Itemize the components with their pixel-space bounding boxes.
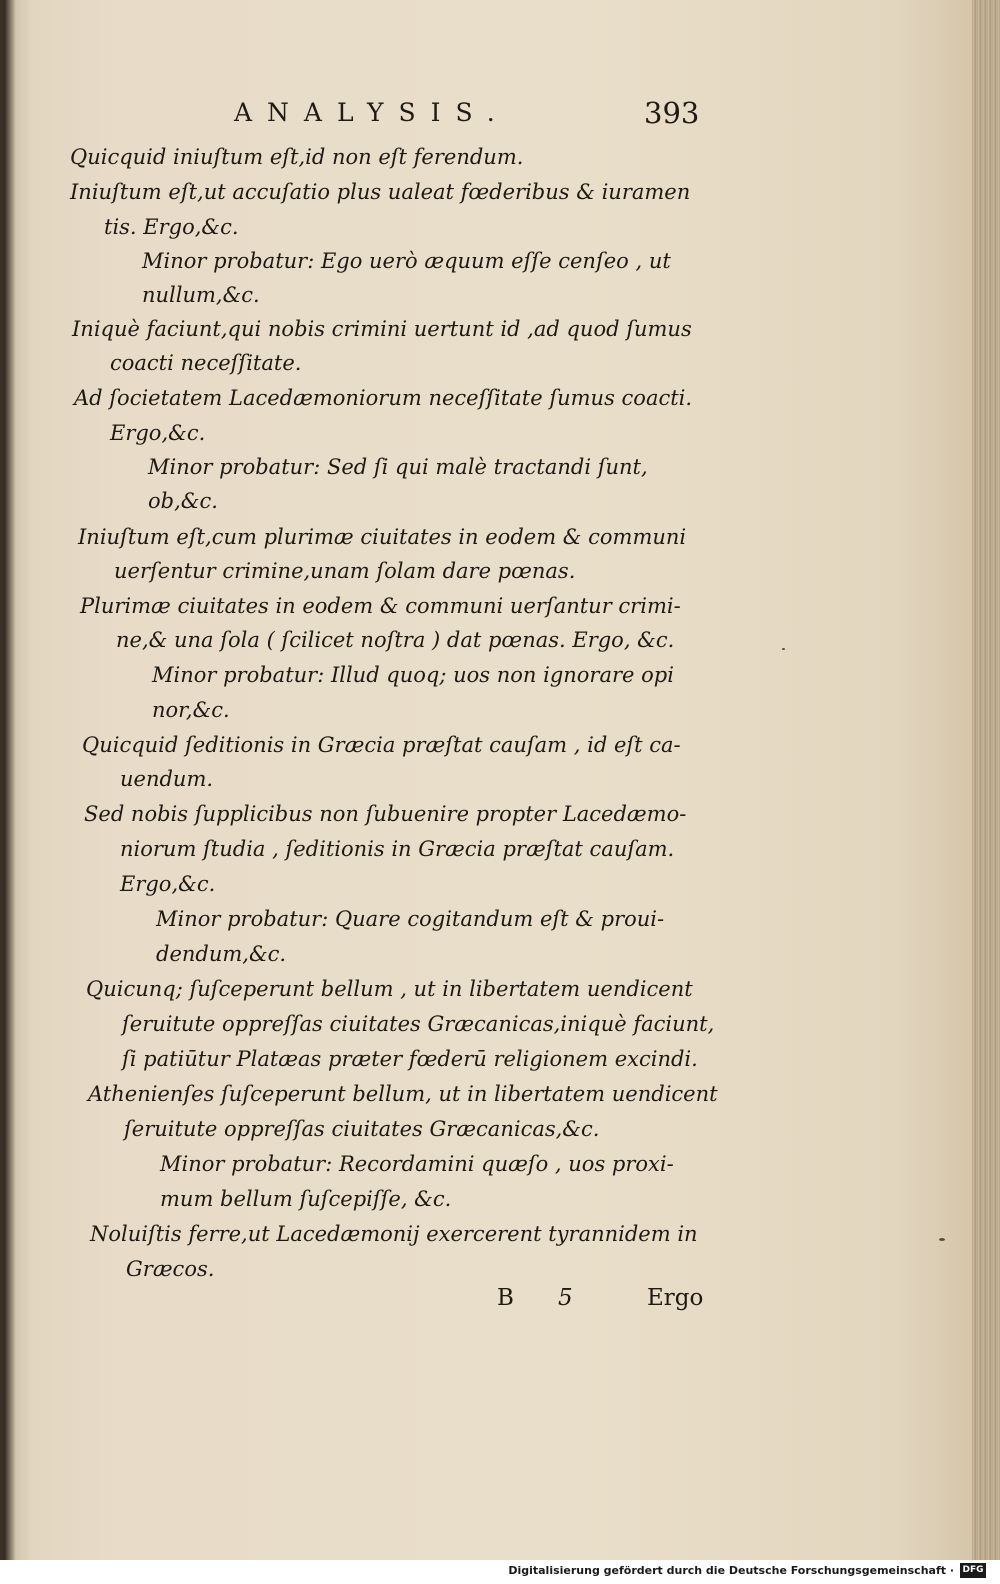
text-line: Ergo,&c. — [120, 872, 216, 896]
text-line: Sed nobis ſupplicibus non ſubuenire propter Lacedæmo- — [84, 802, 687, 826]
text-line: Quicquid ſeditionis in Græcia præſtat cauſam , id eſt ca- — [82, 733, 681, 757]
text-line: ne,& una ſola ( ſcilicet noſtra ) dat pœnas. Ergo, &c. — [116, 628, 675, 652]
text-line: Minor probatur: Recordamini quæſo , uos proxi- — [160, 1152, 674, 1176]
signature-mark: B — [497, 1285, 514, 1311]
text-line: tis. Ergo,&c. — [104, 215, 239, 239]
text-line: uerſentur crimine,unam ſolam dare pœnas. — [114, 559, 576, 583]
text-line: Ad ſocietatem Lacedæmoniorum neceſſitate ſumus coacti. — [74, 386, 693, 410]
text-line: niorum ſtudia , ſeditionis in Græcia præſtat cauſam. — [120, 837, 675, 861]
text-line: Iniquè faciunt,qui nobis crimini uertunt id ,ad quod ſumus — [72, 317, 692, 341]
text-line: coacti neceſſitate. — [110, 351, 302, 375]
catchword: Ergo — [647, 1285, 704, 1311]
text-line: Plurimæ ciuitates in eodem & communi uerſantur crimi- — [80, 594, 681, 618]
text-line: Ergo,&c. — [110, 421, 206, 445]
page-edge — [972, 0, 1000, 1560]
text-line: ſeruitute oppreſſas ciuitates Græcanicas,iniquè faciunt, — [122, 1012, 715, 1036]
text-line: uendum. — [120, 767, 214, 791]
text-line: dendum,&c. — [156, 942, 287, 966]
text-line: nor,&c. — [152, 698, 230, 722]
text-line: Iniuſtum eſt,ut accuſatio plus ualeat fœderibus & iuramen — [70, 180, 691, 204]
paper-speck — [939, 1238, 945, 1241]
funding-text: Digitalisierung gefördert durch die Deutsche Forschungsgemeinschaft · — [508, 1564, 954, 1577]
text-line: Græcos. — [126, 1257, 215, 1281]
text-line: Iniuſtum eſt,cum plurimæ ciuitates in eodem & communi — [78, 525, 687, 549]
text-line: Minor probatur: Illud quoq; uos non ignorare opi — [152, 663, 674, 687]
text-line: Quicunq; ſuſceperunt bellum , ut in libertatem uendicent — [86, 977, 693, 1001]
text-line: nullum,&c. — [142, 283, 260, 307]
signature-number: 5 — [558, 1285, 573, 1311]
paper-speck — [782, 648, 785, 650]
text-line: Noluiſtis ferre,ut Lacedæmonij exercerent tyrannidem in — [90, 1222, 698, 1246]
text-line: ſi patiūtur Platæas præter fœderū religionem excindi. — [122, 1047, 698, 1071]
page-number: 393 — [644, 96, 700, 130]
text-line: Minor probatur: Ego uerò æquum eſſe cenſeo , ut — [142, 249, 671, 273]
text-line: Quicquid iniuſtum eſt,id non eſt ferendum. — [70, 145, 524, 169]
text-line: Minor probatur: Quare cogitandum eſt & proui- — [156, 907, 665, 931]
book-page — [4, 0, 972, 1560]
gutter-shadow — [4, 0, 16, 1560]
dfg-logo-icon: DFG — [960, 1563, 986, 1578]
funding-banner — [0, 1560, 1000, 1584]
text-line: ob,&c. — [148, 489, 218, 513]
running-head: ANALYSIS. — [234, 98, 510, 127]
text-line: ſeruitute oppreſſas ciuitates Græcanicas,&c. — [124, 1117, 600, 1141]
text-line: mum bellum ſuſcepiſſe, &c. — [160, 1187, 452, 1211]
text-line: Athenienſes ſuſceperunt bellum, ut in libertatem uendicent — [88, 1082, 718, 1106]
text-line: Minor probatur: Sed ſi qui malè tractandi ſunt, — [148, 455, 648, 479]
